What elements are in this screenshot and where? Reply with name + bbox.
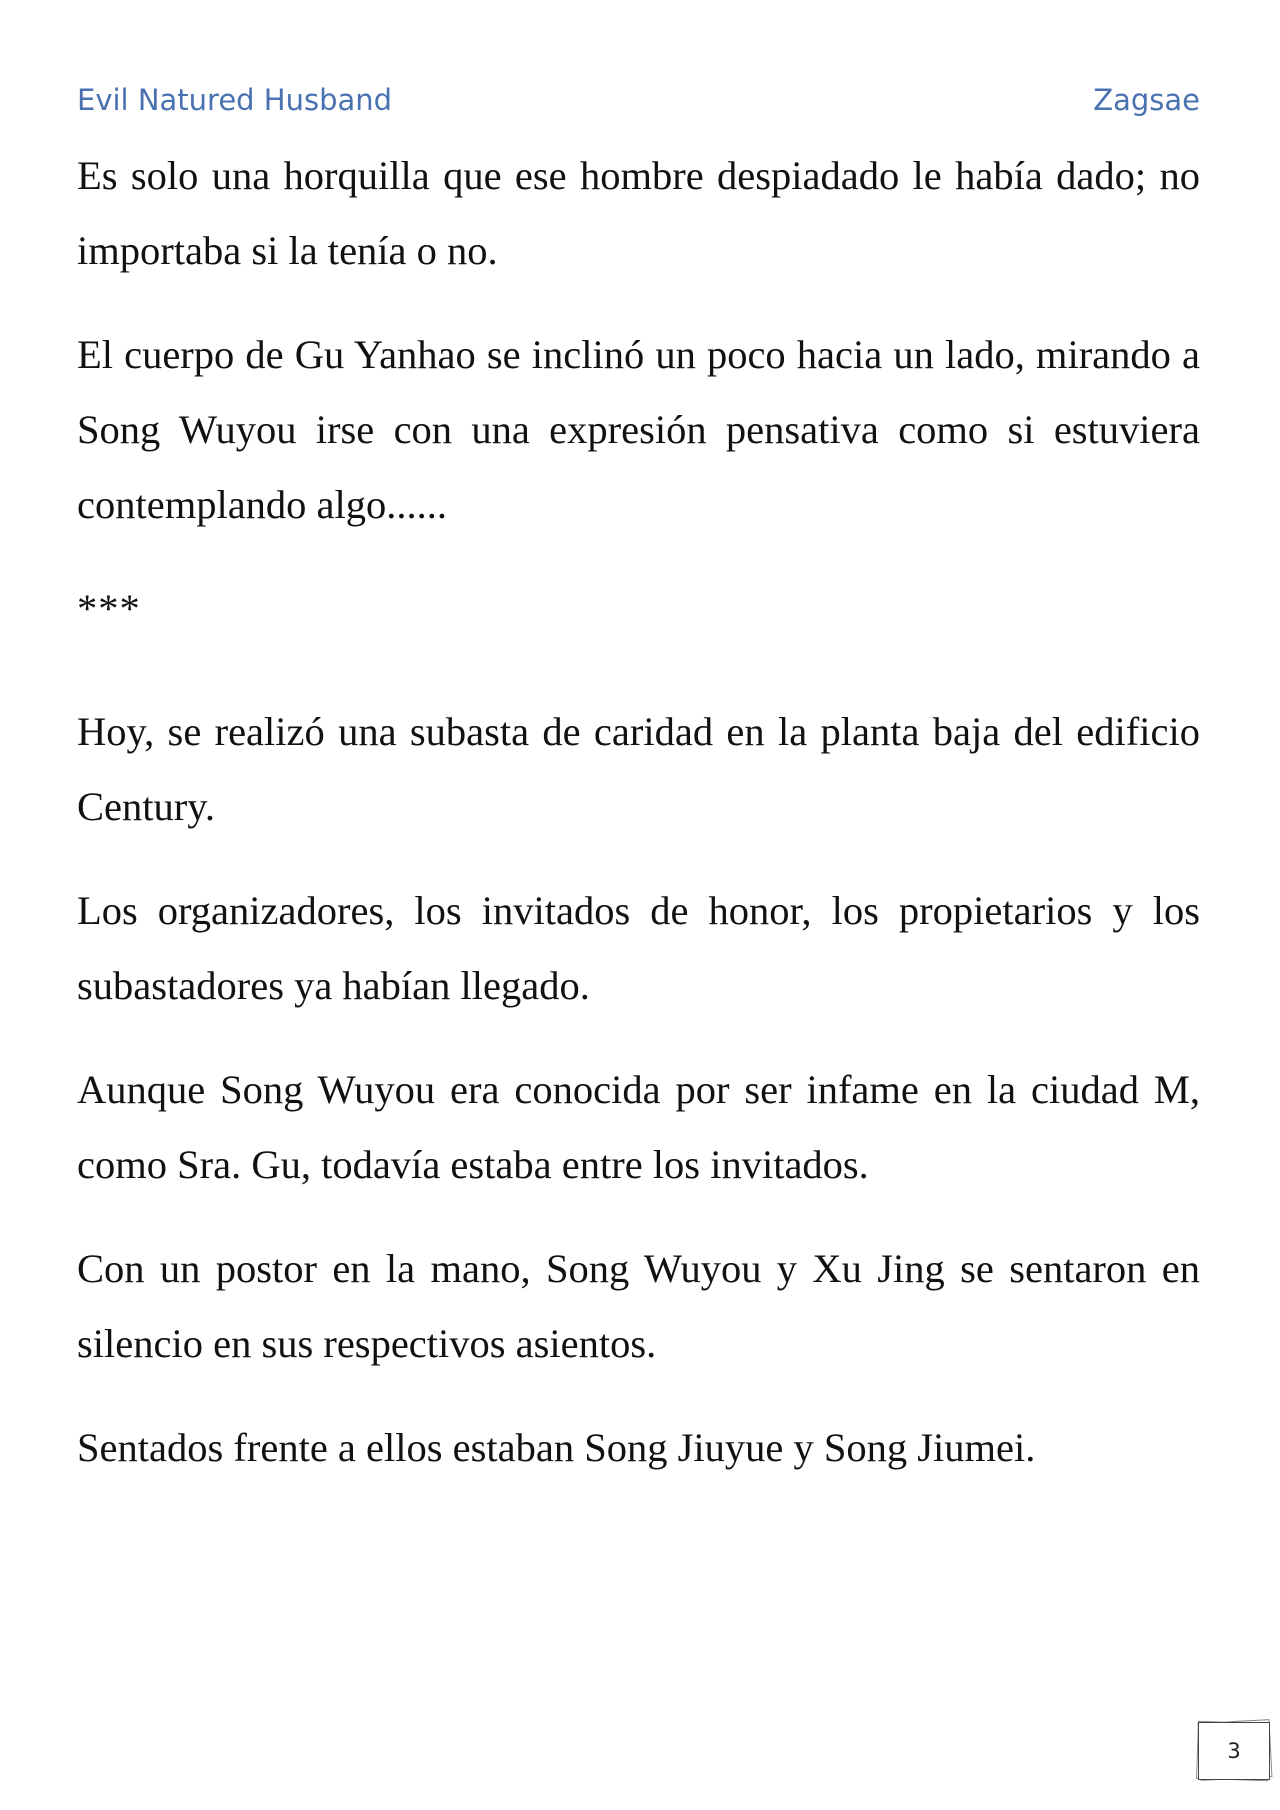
paragraph-7: Sentados frente a ellos estaban Song Jiuyue y Song Jiumei. xyxy=(77,1425,1036,1470)
paragraph-1: Es solo una horquilla que ese hombre despiadado le había dado; no importaba si la tenía o no. xyxy=(77,153,1200,273)
author-name: Zagsae xyxy=(1093,83,1200,117)
paragraph-3: Hoy, se realizó una subasta de caridad en la planta baja del edificio Century. xyxy=(77,709,1200,829)
paragraph-5: Aunque Song Wuyou era conocida por ser infame en la ciudad M, como Sra. Gu, todavía estaba entre los invitados. xyxy=(77,1067,1200,1187)
page-header xyxy=(77,78,1200,122)
paragraph-2: El cuerpo de Gu Yanhao se inclinó un poco hacia un lado, mirando a Song Wuyou irse con una expresión pensativa como si estuviera contemplando algo...... xyxy=(77,332,1200,527)
paragraph-4: Los organizadores, los invitados de honor, los propietarios y los subastadores ya habían llegado. xyxy=(77,888,1200,1008)
book-title: Evil Natured Husband xyxy=(77,83,393,117)
section-separator: *** xyxy=(77,586,141,631)
paragraph-6: Con un postor en la mano, Song Wuyou y Xu Jing se sentaron en silencio en sus respectivos asientos. xyxy=(77,1246,1200,1366)
page-number-box xyxy=(1195,1719,1273,1781)
page-number: 3 xyxy=(1198,1722,1270,1780)
page-body xyxy=(77,138,1200,1514)
